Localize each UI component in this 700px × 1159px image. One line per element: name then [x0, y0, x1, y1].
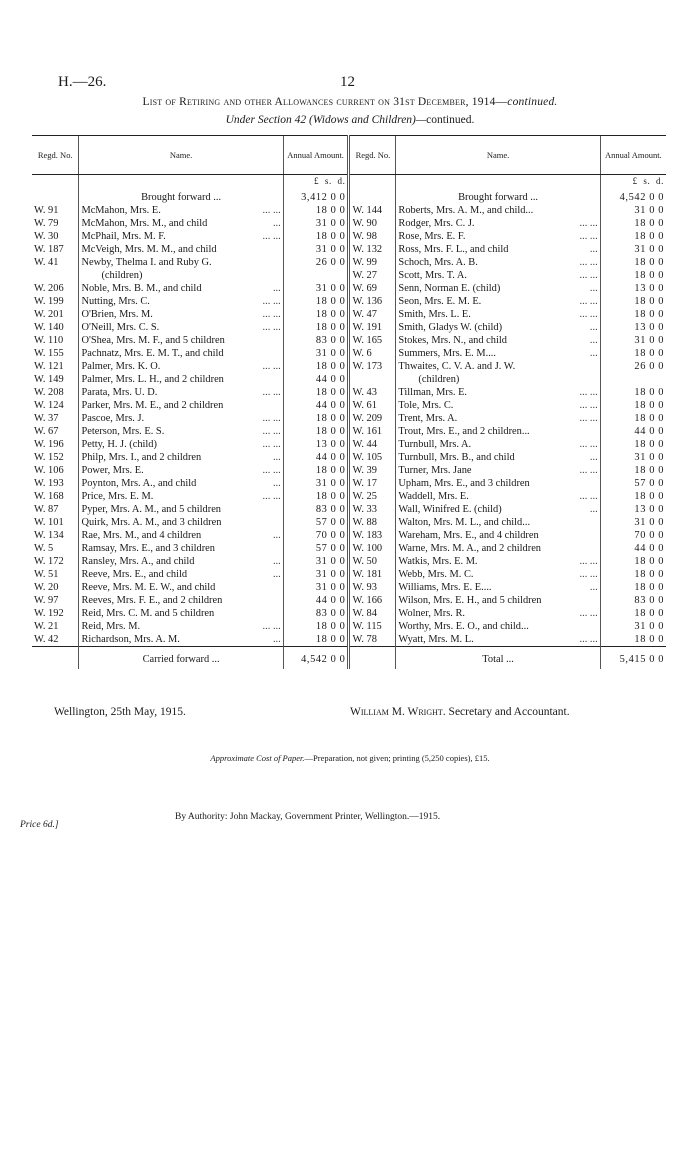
left-amount: 31 0 0 [283, 555, 349, 568]
right-name: Ross, Mrs. F. L., and child ... [396, 243, 600, 256]
right-amount: 18 0 0 [600, 230, 666, 243]
right-regd-no: W. 98 [349, 230, 396, 243]
right-regd-no: W. 136 [349, 295, 396, 308]
printer-authority: By Authority: John Mackay, Government Printer, Wellington.—1915. [175, 812, 441, 822]
right-regd-no: W. 209 [349, 412, 396, 425]
right-name: Trout, Mrs. E., and 2 children... [396, 425, 600, 438]
left-regd-no: W. 201 [34, 309, 64, 320]
right-name: Stokes, Mrs. N., and child ... [396, 334, 600, 347]
left-amount: 18 0 0 [283, 295, 349, 308]
table-row [32, 399, 666, 412]
left-regd-no: W. 110 [34, 335, 64, 346]
left-regd-no: W. 155 [34, 348, 64, 359]
right-regd-no: W. 115 [349, 620, 396, 633]
place-date: Wellington, 25th May, 1915. [54, 706, 186, 718]
signature [350, 706, 570, 718]
left-amount: 70 0 0 [283, 529, 349, 542]
right-regd-no: W. 191 [349, 321, 396, 334]
right-amount: 18 0 0 [600, 347, 666, 360]
table-row [32, 321, 666, 334]
right-amount: 31 0 0 [600, 516, 666, 529]
left-name: Ramsay, Mrs. E., and 3 children [79, 542, 283, 555]
page-subtitle [0, 114, 700, 126]
right-regd-no: W. 27 [349, 269, 396, 282]
left-name: Reid, Mrs. C. M. and 5 children [79, 607, 283, 620]
table-row [32, 451, 666, 464]
right-name: Wolner, Mrs. R. ... ... [396, 607, 600, 620]
table-body [32, 175, 666, 647]
right-regd-no: W. 84 [349, 607, 396, 620]
right-amount: 70 0 0 [600, 529, 666, 542]
left-amount: 44 0 0 [283, 399, 349, 412]
table-row [32, 308, 666, 321]
right-regd-no: W. 100 [349, 542, 396, 555]
right-regd-no: W. 173 [349, 360, 396, 373]
right-amount: 13 0 0 [600, 503, 666, 516]
left-name: Noble, Mrs. B. M., and child ... [79, 282, 283, 295]
left-name: Pachnatz, Mrs. E. M. T., and child [79, 347, 283, 360]
title-main: List of Retiring and other Allowances current on 31st December, 1914— [142, 96, 508, 108]
right-amount: 18 0 0 [600, 412, 666, 425]
right-name: Trent, Mrs. A. ... ... [396, 412, 600, 425]
left-regd-no: W. 21 [34, 621, 59, 632]
right-name: Wilson, Mrs. E. H., and 5 children [396, 594, 600, 607]
approx-label: Approximate Cost of Paper. [210, 753, 305, 763]
right-name: Wyatt, Mrs. M. L. ... ... [396, 633, 600, 647]
right-amount: 18 0 0 [600, 464, 666, 477]
left-amount: 18 0 0 [283, 230, 349, 243]
right-regd-no: W. 44 [349, 438, 396, 451]
left-regd-no: W. 124 [34, 400, 64, 411]
left-amount: 18 0 0 [283, 386, 349, 399]
page-number: 12 [340, 74, 355, 90]
table-row [32, 568, 666, 581]
right-regd-no: W. 50 [349, 555, 396, 568]
brought-forward-left-amount: 3,412 0 0 [283, 188, 349, 204]
right-regd-no: W. 183 [349, 529, 396, 542]
left-regd-no: W. 87 [34, 504, 59, 515]
right-name: (children) [396, 373, 600, 386]
left-regd-no: W. 5 [34, 543, 54, 554]
right-name: Wareham, Mrs. E., and 4 children [396, 529, 600, 542]
right-amount: 31 0 0 [600, 204, 666, 217]
right-name: Schoch, Mrs. A. B. ... ... [396, 256, 600, 269]
right-regd-no: W. 78 [349, 633, 396, 647]
right-name: Smith, Gladys W. (child) ... [396, 321, 600, 334]
right-name: Roberts, Mrs. A. M., and child... [396, 204, 600, 217]
table-row [32, 529, 666, 542]
right-name: Upham, Mrs. E., and 3 children [396, 477, 600, 490]
left-amount: 83 0 0 [283, 607, 349, 620]
left-name: Peterson, Mrs. E. S. ... ... [79, 425, 283, 438]
table-footer [32, 647, 666, 670]
right-name: Webb, Mrs. M. C. ... ... [396, 568, 600, 581]
left-name: Newby, Thelma I. and Ruby G. [79, 256, 283, 269]
left-amount: 57 0 0 [283, 542, 349, 555]
left-regd-no: W. 91 [34, 205, 59, 216]
right-name: Turnbull, Mrs. B., and child ... [396, 451, 600, 464]
left-name: O'Neill, Mrs. C. S. ... ... [79, 321, 283, 334]
table-row [32, 269, 666, 282]
right-amount: 18 0 0 [600, 256, 666, 269]
left-name: Reeve, Mrs. M. E. W., and child [79, 581, 283, 594]
right-amount: 18 0 0 [600, 490, 666, 503]
header-name-left: Name. [79, 136, 283, 175]
left-regd-no: W. 106 [34, 465, 64, 476]
left-regd-no: W. 134 [34, 530, 64, 541]
table-row [32, 607, 666, 620]
right-name: Summers, Mrs. E. M.... ... [396, 347, 600, 360]
title-continued: continued. [507, 96, 558, 108]
left-regd-no: W. 208 [34, 387, 64, 398]
left-regd-no: W. 51 [34, 569, 59, 580]
left-regd-no: W. 192 [34, 608, 64, 619]
left-name: Palmer, Mrs. L. H., and 2 children [79, 373, 283, 386]
right-amount: 18 0 0 [600, 438, 666, 451]
left-name: Philp, Mrs. I., and 2 children ... [79, 451, 283, 464]
right-regd-no: W. 47 [349, 308, 396, 321]
left-regd-no: W. 199 [34, 296, 64, 307]
right-regd-no: W. 105 [349, 451, 396, 464]
right-regd-no: W. 17 [349, 477, 396, 490]
table-row [32, 347, 666, 360]
right-regd-no: W. 43 [349, 386, 396, 399]
right-amount [600, 373, 666, 386]
table-row [32, 373, 666, 386]
left-name: Pyper, Mrs. A. M., and 5 children [79, 503, 283, 516]
header-amount-left: Annual Amount. [283, 136, 349, 175]
left-name: Parker, Mrs. M. E., and 2 children [79, 399, 283, 412]
right-amount: 83 0 0 [600, 594, 666, 607]
units-left: £ s. d. [283, 175, 349, 189]
right-name: Smith, Mrs. L. E. ... ... [396, 308, 600, 321]
brought-forward-left-label: Brought forward ... [79, 188, 283, 204]
left-regd-no: W. 187 [34, 244, 64, 255]
table-row [32, 542, 666, 555]
left-regd-no: W. 152 [34, 452, 64, 463]
left-amount: 31 0 0 [283, 568, 349, 581]
left-regd-no [32, 269, 79, 282]
left-amount: 44 0 0 [283, 451, 349, 464]
right-amount: 18 0 0 [600, 386, 666, 399]
left-name: Parata, Mrs. U. D. ... ... [79, 386, 283, 399]
table-row [32, 360, 666, 373]
left-regd-no: W. 121 [34, 361, 64, 372]
table-row [32, 256, 666, 269]
left-name: Petty, H. J. (child) ... ... [79, 438, 283, 451]
left-name: McPhail, Mrs. M. F. ... ... [79, 230, 283, 243]
left-amount: 18 0 0 [283, 633, 349, 647]
right-amount: 57 0 0 [600, 477, 666, 490]
page-title [0, 96, 700, 108]
left-name: Price, Mrs. E. M. ... ... [79, 490, 283, 503]
left-regd-no: W. 206 [34, 283, 64, 294]
right-amount: 18 0 0 [600, 295, 666, 308]
right-amount: 18 0 0 [600, 308, 666, 321]
allowances-table [32, 135, 666, 669]
left-amount: 31 0 0 [283, 217, 349, 230]
right-name: Seon, Mrs. E. M. E. ... ... [396, 295, 600, 308]
total-amount: 5,415 0 0 [600, 647, 666, 670]
left-amount: 18 0 0 [283, 425, 349, 438]
left-name: Reeves, Mrs. F. E., and 2 children [79, 594, 283, 607]
right-name: Walton, Mrs. M. L., and child... [396, 516, 600, 529]
right-regd-no: W. 99 [349, 256, 396, 269]
left-name: (children) [79, 269, 283, 282]
price-note: Price 6d.] [20, 820, 59, 830]
left-name: Palmer, Mrs. K. O. ... ... [79, 360, 283, 373]
left-amount: 18 0 0 [283, 308, 349, 321]
right-amount: 31 0 0 [600, 243, 666, 256]
subtitle-continued: continued. [426, 114, 475, 126]
table-row [32, 425, 666, 438]
left-regd-no: W. 196 [34, 439, 64, 450]
right-regd-no: W. 33 [349, 503, 396, 516]
table-row [32, 633, 666, 647]
right-amount: 18 0 0 [600, 269, 666, 282]
signatory-name: William M. Wright. [350, 706, 446, 718]
left-name: Ransley, Mrs. A., and child ... [79, 555, 283, 568]
table-row [32, 594, 666, 607]
left-regd-no: W. 193 [34, 478, 64, 489]
right-name: Tole, Mrs. C. ... ... [396, 399, 600, 412]
right-name: Turnbull, Mrs. A. ... ... [396, 438, 600, 451]
left-name: Reeve, Mrs. E., and child ... [79, 568, 283, 581]
right-name: Waddell, Mrs. E. ... ... [396, 490, 600, 503]
left-amount: 83 0 0 [283, 503, 349, 516]
table-row [32, 516, 666, 529]
right-regd-no: W. 181 [349, 568, 396, 581]
table-row [32, 412, 666, 425]
page-code: H.—26. [58, 74, 107, 90]
left-amount [283, 269, 349, 282]
left-regd-no: W. 79 [34, 218, 59, 229]
left-amount: 18 0 0 [283, 321, 349, 334]
right-name: Williams, Mrs. E. E.... ... [396, 581, 600, 594]
right-amount: 18 0 0 [600, 217, 666, 230]
left-amount: 31 0 0 [283, 282, 349, 295]
right-regd-no: W. 69 [349, 282, 396, 295]
right-amount: 18 0 0 [600, 568, 666, 581]
right-name: Rodger, Mrs. C. J. ... ... [396, 217, 600, 230]
header-amount-right: Annual Amount. [600, 136, 666, 175]
left-amount: 44 0 0 [283, 594, 349, 607]
left-regd-no: W. 97 [34, 595, 59, 606]
right-regd-no [349, 373, 396, 386]
left-amount: 18 0 0 [283, 360, 349, 373]
left-amount: 26 0 0 [283, 256, 349, 269]
right-name: Tillman, Mrs. E. ... ... [396, 386, 600, 399]
left-regd-no: W. 67 [34, 426, 59, 437]
right-regd-no: W. 39 [349, 464, 396, 477]
brought-forward-row [32, 188, 666, 204]
left-name: Poynton, Mrs. A., and child ... [79, 477, 283, 490]
table-row [32, 282, 666, 295]
right-regd-no: W. 166 [349, 594, 396, 607]
right-name: Senn, Norman E. (child) ... [396, 282, 600, 295]
left-amount: 18 0 0 [283, 464, 349, 477]
carried-forward-amount: 4,542 0 0 [283, 647, 349, 670]
right-amount: 18 0 0 [600, 581, 666, 594]
brought-forward-right-label: Brought forward ... [396, 188, 600, 204]
right-amount: 44 0 0 [600, 542, 666, 555]
table-row [32, 581, 666, 594]
left-amount: 44 0 0 [283, 373, 349, 386]
units-row [32, 175, 666, 189]
left-regd-no: W. 140 [34, 322, 64, 333]
right-regd-no: W. 6 [349, 347, 396, 360]
table-row [32, 243, 666, 256]
left-name: Nutting, Mrs. C. ... ... [79, 295, 283, 308]
total-label: Total ... [396, 647, 600, 670]
right-amount: 31 0 0 [600, 334, 666, 347]
table-row [32, 386, 666, 399]
left-name: Quirk, Mrs. A. M., and 3 children [79, 516, 283, 529]
header-regd-right: Regd. No. [349, 136, 396, 175]
right-regd-no: W. 132 [349, 243, 396, 256]
left-regd-no: W. 172 [34, 556, 64, 567]
table-row [32, 230, 666, 243]
left-name: O'Brien, Mrs. M. ... ... [79, 308, 283, 321]
approx-text: —Preparation, not given; printing (5,250 copies), £15. [304, 753, 490, 763]
right-amount: 18 0 0 [600, 607, 666, 620]
table-row [32, 620, 666, 633]
left-regd-no: W. 168 [34, 491, 64, 502]
left-regd-no: W. 30 [34, 231, 59, 242]
left-regd-no: W. 20 [34, 582, 59, 593]
right-amount: 31 0 0 [600, 451, 666, 464]
left-regd-no: W. 37 [34, 413, 59, 424]
right-name: Turner, Mrs. Jane ... ... [396, 464, 600, 477]
right-amount: 44 0 0 [600, 425, 666, 438]
left-regd-no: W. 42 [34, 634, 59, 645]
left-name: McMahon, Mrs. E. ... ... [79, 204, 283, 217]
right-regd-no: W. 165 [349, 334, 396, 347]
table-row [32, 217, 666, 230]
left-amount: 13 0 0 [283, 438, 349, 451]
table-row [32, 334, 666, 347]
right-name: Worthy, Mrs. E. O., and child... [396, 620, 600, 633]
left-name: McVeigh, Mrs. M. M., and child [79, 243, 283, 256]
right-name: Watkis, Mrs. E. M. ... ... [396, 555, 600, 568]
right-name: Wall, Winifred E. (child) ... [396, 503, 600, 516]
brought-forward-right-amount: 4,542 0 0 [600, 188, 666, 204]
right-name: Thwaites, C. V. A. and J. W. [396, 360, 600, 373]
table-row [32, 464, 666, 477]
right-regd-no: W. 161 [349, 425, 396, 438]
right-amount: 13 0 0 [600, 321, 666, 334]
left-name: Richardson, Mrs. A. M. ... [79, 633, 283, 647]
right-name: Rose, Mrs. E. F. ... ... [396, 230, 600, 243]
left-regd-no: W. 41 [34, 257, 59, 268]
right-amount: 18 0 0 [600, 399, 666, 412]
table-row [32, 490, 666, 503]
table-row [32, 438, 666, 451]
header-regd-left: Regd. No. [32, 136, 79, 175]
left-name: Reid, Mrs. M. ... ... [79, 620, 283, 633]
table-row [32, 503, 666, 516]
table-row [32, 295, 666, 308]
subtitle-section: Under Section 42 (Widows and Children)— [225, 114, 427, 126]
left-regd-no: W. 149 [34, 374, 64, 385]
left-name: Rae, Mrs. M., and 4 children ... [79, 529, 283, 542]
left-name: McMahon, Mrs. M., and child ... [79, 217, 283, 230]
right-regd-no: W. 61 [349, 399, 396, 412]
right-amount: 31 0 0 [600, 620, 666, 633]
left-amount: 18 0 0 [283, 412, 349, 425]
left-amount: 18 0 0 [283, 490, 349, 503]
right-regd-no: W. 25 [349, 490, 396, 503]
right-amount: 26 0 0 [600, 360, 666, 373]
right-name: Warne, Mrs. M. A., and 2 children [396, 542, 600, 555]
totals-row [32, 647, 666, 670]
table-row [32, 204, 666, 217]
right-regd-no: W. 90 [349, 217, 396, 230]
left-name: Pascoe, Mrs. J. ... ... [79, 412, 283, 425]
carried-forward-label: Carried forward ... [79, 647, 283, 670]
header-name-right: Name. [396, 136, 600, 175]
left-regd-no: W. 101 [34, 517, 64, 528]
approximate-cost [0, 753, 700, 763]
right-regd-no: W. 88 [349, 516, 396, 529]
left-amount: 57 0 0 [283, 516, 349, 529]
right-regd-no: W. 93 [349, 581, 396, 594]
left-amount: 18 0 0 [283, 204, 349, 217]
left-name: Power, Mrs. E. ... ... [79, 464, 283, 477]
left-amount: 83 0 0 [283, 334, 349, 347]
right-amount: 18 0 0 [600, 633, 666, 647]
table-row [32, 477, 666, 490]
left-amount: 31 0 0 [283, 243, 349, 256]
right-name: Scott, Mrs. T. A. ... ... [396, 269, 600, 282]
left-amount: 31 0 0 [283, 477, 349, 490]
right-regd-no: W. 144 [349, 204, 396, 217]
left-name: O'Shea, Mrs. M. F., and 5 children [79, 334, 283, 347]
signatory-title: Secretary and Accountant. [448, 706, 570, 718]
table-row [32, 555, 666, 568]
left-amount: 31 0 0 [283, 347, 349, 360]
right-amount: 18 0 0 [600, 555, 666, 568]
table-header-row [32, 136, 666, 175]
left-amount: 31 0 0 [283, 581, 349, 594]
right-amount: 13 0 0 [600, 282, 666, 295]
left-amount: 18 0 0 [283, 620, 349, 633]
units-right: £ s. d. [600, 175, 666, 189]
